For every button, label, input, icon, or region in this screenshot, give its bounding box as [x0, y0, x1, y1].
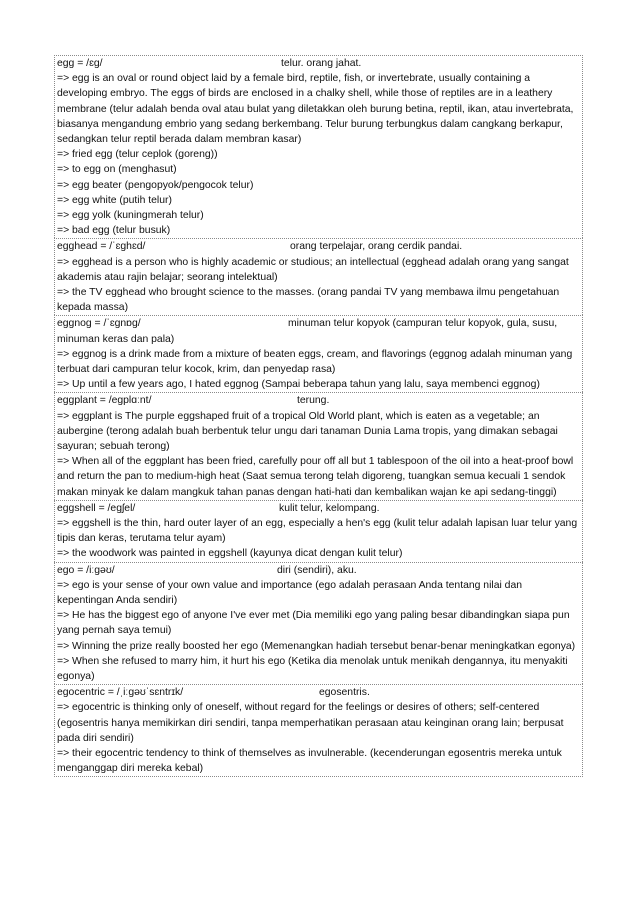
entry-term: egocentric = /ˌiːgəʊˈsɛntrɪk/ [57, 687, 184, 699]
definition-line: => egg yolk (kuningmerah telur) [57, 210, 204, 222]
entry-egg [54, 55, 583, 238]
definition-line: => to egg on (menghasut) [57, 164, 177, 176]
definition-line: => egg white (putih telur) [57, 194, 172, 206]
definition-line: => eggplant is The purple eggshaped fruit of a tropical Old World plant, which is eaten as a vegetable; an aubergine (terong adalah buah berbentuk telur ungu dari tanaman Dunia Lama tropis, yang dimakan sebagai sayuran; sebuah terong) [57, 410, 558, 453]
entry-head [57, 56, 580, 71]
definition-line: => egg is an oval or round object laid by a female bird, reptile, fish, or invertebrate, usually containing a developing embryo. The eggs of birds are enclosed in a chalky shell, while those of reptiles are in a leathery membrane (telur adalah benda oval atau bulat yang diletakkan oleh burung betina, reptil, ikan, atau invertebrata, biasanya mengandung embrio yang sedang berkembang. Telur burung terbungkus dalam cangkang berkapur, sedangkan telur reptil berada dalam membran kasar) [57, 73, 574, 145]
entry-term: eggnog = /ˈɛgnɒg/ [57, 318, 141, 330]
entry-eggshell [54, 500, 583, 562]
definition-line: => eggshell is the thin, hard outer layer of an egg, especially a hen's egg (kulit telur adalah lapisan luar telur yang tipis dan keras, terutama telur ayam) [57, 518, 578, 545]
glossary-page [54, 55, 583, 777]
entry-eggnog [54, 315, 583, 392]
entry-eggplant [54, 392, 583, 499]
definition-line: => egghead is a person who is highly academic or studious; an intellectual (egghead adalah orang yang sangat akademis atau rajin belajar; seorang intelektual) [57, 256, 569, 283]
entry-head [57, 563, 580, 578]
entry-translation: kulit telur, kelompang. [279, 502, 380, 514]
definition-line: => He has the biggest ego of anyone I've ever met (Dia memiliki ego yang paling besar dibandingkan siapa pun yang pernah saya temui) [57, 610, 570, 637]
definition-line: => Up until a few years ago, I hated eggnog (Sampai beberapa tahun yang lalu, saya membenci eggnog) [57, 379, 540, 391]
entry-head [57, 316, 580, 346]
definition-line: => egg beater (pengopyok/pengocok telur) [57, 179, 254, 191]
entry-translation: minuman telur kopyok (campuran telur kopyok, gula, susu, minuman keras dan pala) [57, 318, 558, 345]
entry-egocentric [54, 684, 583, 777]
entry-translation: telur. orang jahat. [281, 58, 362, 69]
entry-egghead [54, 238, 583, 315]
definition-line: => When she refused to marry him, it hurt his ego (Ketika dia menolak untuk menikah dengannya, itu menyakiti egonya) [57, 655, 568, 683]
definition-line: => their egocentric tendency to think of themselves as invulnerable. (kecenderungan egosentris mereka untuk menganggap diri mereka kebal) [57, 748, 562, 775]
entry-translation: terung. [297, 395, 330, 407]
entry-translation: egosentris. [319, 687, 370, 699]
entry-term: eggplant = /egplɑːnt/ [57, 395, 152, 407]
entry-term: ego = /iːgəʊ/ [57, 564, 115, 576]
entry-translation: diri (sendiri), aku. [277, 564, 357, 576]
definition-line: => bad egg (telur busuk) [57, 225, 171, 237]
definition-line: => Winning the prize really boosted her ego (Memenangkan hadiah tersebut benar-benar meningkatkan egonya) [57, 640, 576, 652]
entry-term: eggshell = /egʃel/ [57, 502, 136, 514]
entry-ego [54, 562, 583, 685]
definition-line: => the woodwork was painted in eggshell (kayunya dicat dengan kulit telur) [57, 548, 403, 560]
entry-head [57, 393, 580, 408]
entry-head [57, 501, 580, 516]
definition-line: => fried egg (telur ceplok (goreng)) [57, 149, 218, 161]
entry-head [57, 685, 580, 700]
entry-head [57, 239, 580, 254]
definition-line: => the TV egghead who brought science to the masses. (orang pandai TV yang membawa ilmu pengetahuan kepada massa) [57, 287, 560, 314]
definition-line: => When all of the eggplant has been fried, carefully pour off all but 1 tablespoon of the oil into a heat-proof bowl and return the pan to medium-high heat (Saat semua terong telah digoreng, tuangkan semua kecuali 1 sendok makan minyak ke dalam mangkuk tahan panas dengan hati-hati dan kembalikan wajan ke api sedang-tinggi) [57, 456, 574, 498]
definition-line: => eggnog is a drink made from a mixture of beaten eggs, cream, and flavorings (eggnog adalah minuman yang terbuat dari campuran telur kocok, krim, dan penyedap rasa) [57, 348, 573, 376]
entry-translation: orang terpelajar, orang cerdik pandai. [290, 241, 463, 253]
definition-line: => egocentric is thinking only of oneself, without regard for the feelings or desires of others; self-centered (egosentris hanya memikirkan diri sendiri, tanpa memperhatikan perasaan atau keinginan orang lain; berpusat pada diri sendiri) [57, 702, 564, 744]
definition-line: => ego is your sense of your own value and importance (ego adalah perasaan Anda tentang nilai dan kepentingan Anda sendiri) [57, 579, 523, 607]
entry-term: egg = /ɛg/ [57, 58, 103, 69]
entry-term: egghead = /ˈɛghɛd/ [57, 241, 146, 253]
